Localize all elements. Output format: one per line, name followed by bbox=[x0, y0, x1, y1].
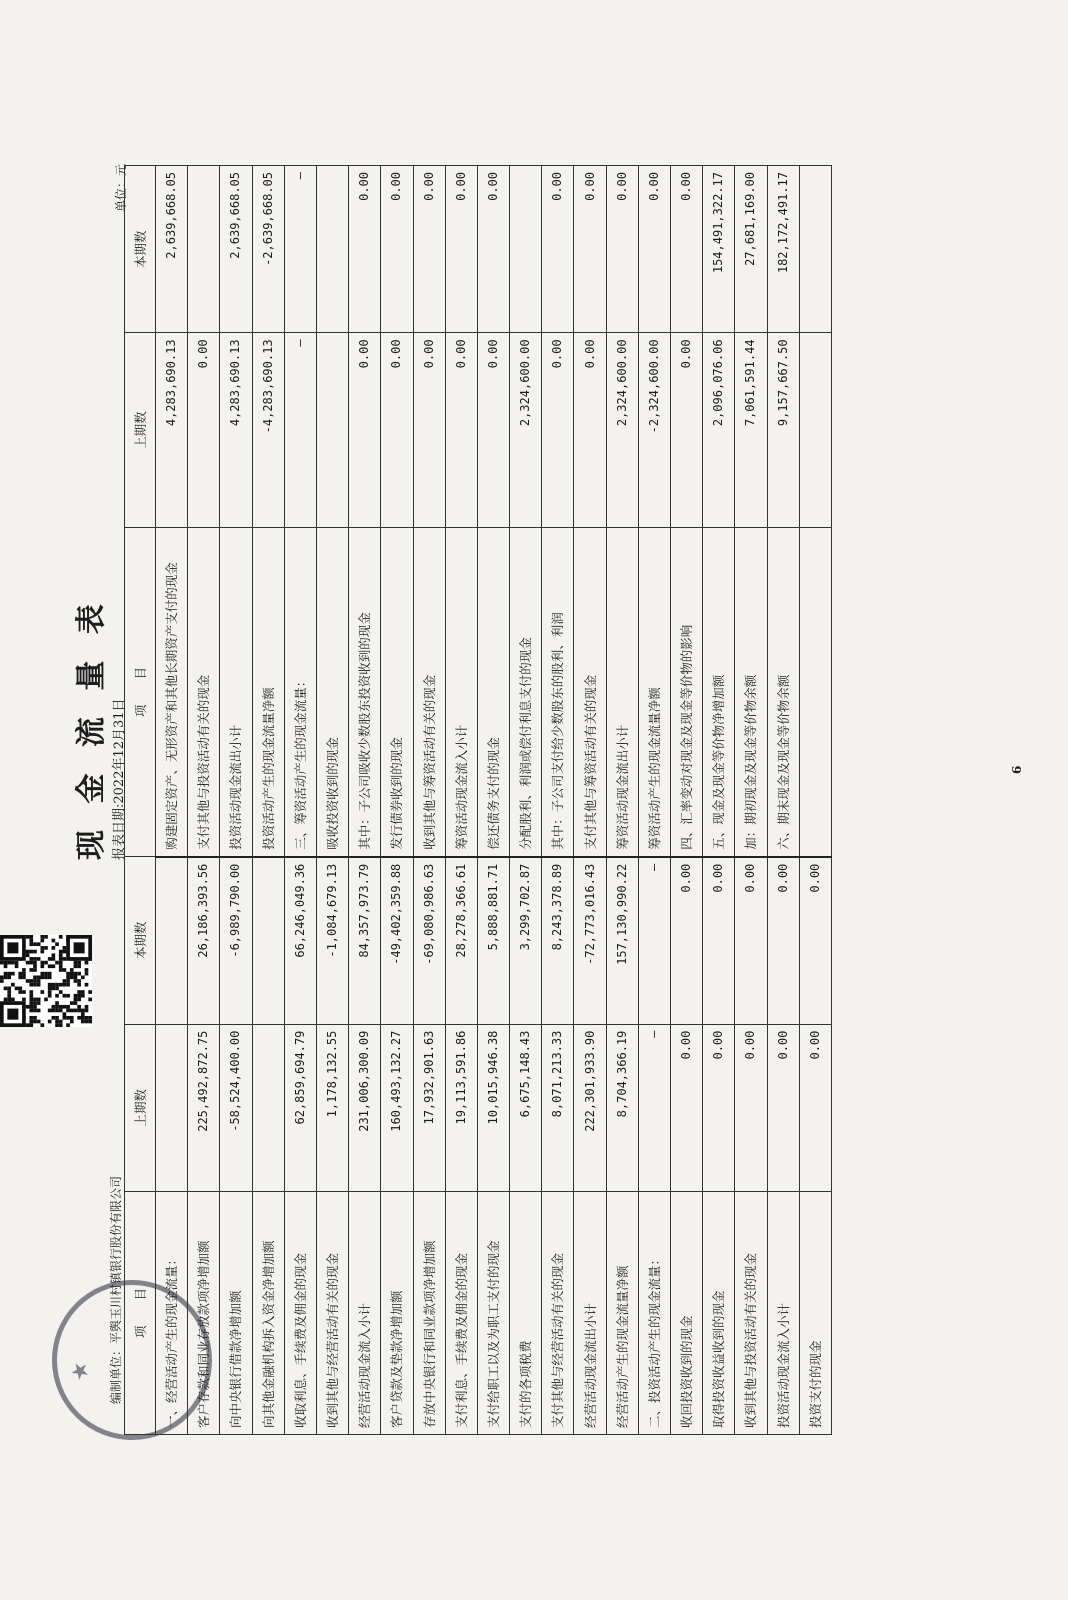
col-header-item-right: 项 目 bbox=[125, 527, 156, 856]
row-item-left: 经营活动现金流入小计 bbox=[349, 1192, 381, 1435]
table-row bbox=[316, 166, 348, 1435]
table-row bbox=[252, 166, 284, 1435]
row-prev-right: -4,283,690.13 bbox=[252, 333, 284, 527]
table-row bbox=[413, 166, 445, 1435]
row-curr-right: 0.00 bbox=[477, 166, 509, 333]
row-prev-left: 0.00 bbox=[703, 1024, 735, 1191]
row-item-right bbox=[799, 527, 831, 856]
table-row bbox=[156, 166, 188, 1435]
row-prev-left: 0.00 bbox=[735, 1024, 767, 1191]
row-item-right: 五、现金及现金等价物净增加额 bbox=[703, 527, 735, 856]
row-item-right: 筹资活动现金流入小计 bbox=[445, 527, 477, 856]
row-prev-right bbox=[316, 333, 348, 527]
row-curr-left: -69,080,986.63 bbox=[413, 857, 445, 1024]
row-curr-right bbox=[188, 166, 220, 333]
row-curr-left: 66,246,049.36 bbox=[284, 857, 316, 1024]
row-curr-left: 3,299,702.87 bbox=[510, 857, 542, 1024]
company-name: 编制单位：平舆玉川村镇银行股份有限公司 bbox=[109, 1175, 123, 1404]
row-curr-right: 0.00 bbox=[638, 166, 670, 333]
row-curr-left: 84,357,973.79 bbox=[349, 857, 381, 1024]
row-item-left: 收回投资收到的现金 bbox=[671, 1192, 703, 1435]
row-prev-right: 4,283,690.13 bbox=[220, 333, 252, 527]
row-curr-right: 182,172,491.17 bbox=[767, 166, 799, 333]
row-item-left: 存放中央银行和同业款项净增加额 bbox=[413, 1192, 445, 1435]
row-item-right: 吸收投资收到的现金 bbox=[316, 527, 348, 856]
row-curr-right: — bbox=[284, 166, 316, 333]
table-row bbox=[445, 166, 477, 1435]
row-item-left: 收到其他与投资活动有关的现金 bbox=[735, 1192, 767, 1435]
row-item-left: 二、投资活动产生的现金流量： bbox=[638, 1192, 670, 1435]
row-item-left: 一、经营活动产生的现金流量： bbox=[156, 1192, 188, 1435]
table-row bbox=[703, 166, 735, 1435]
table-row bbox=[767, 166, 799, 1435]
row-item-left: 取得投资收益收到的现金 bbox=[703, 1192, 735, 1435]
row-curr-right: 0.00 bbox=[381, 166, 413, 333]
table-row bbox=[349, 166, 381, 1435]
row-prev-left: 17,932,901.63 bbox=[413, 1024, 445, 1191]
row-curr-left: 0.00 bbox=[735, 857, 767, 1024]
row-curr-right: 2,639,668.05 bbox=[156, 166, 188, 333]
row-prev-right: -2,324,600.00 bbox=[638, 333, 670, 527]
table-row bbox=[574, 166, 606, 1435]
row-curr-left: 0.00 bbox=[671, 857, 703, 1024]
row-prev-left: 0.00 bbox=[767, 1024, 799, 1191]
qr-code bbox=[0, 935, 92, 1027]
row-item-left: 收到其他与经营活动有关的现金 bbox=[316, 1192, 348, 1435]
row-item-left: 客户贷款及垫款净增加额 bbox=[381, 1192, 413, 1435]
table-row bbox=[188, 166, 220, 1435]
row-curr-left: -72,773,016.43 bbox=[574, 857, 606, 1024]
row-prev-right: 2,096,076.06 bbox=[703, 333, 735, 527]
row-prev-right bbox=[799, 333, 831, 527]
row-prev-right: 0.00 bbox=[381, 333, 413, 527]
report-date: 报表日期:2022年12月31日 bbox=[112, 698, 127, 860]
table-row bbox=[606, 166, 638, 1435]
row-prev-left: 0.00 bbox=[799, 1024, 831, 1191]
table-header-row bbox=[125, 166, 156, 1435]
page-number: 6 bbox=[1010, 765, 1024, 774]
row-item-right: 筹资活动产生的现金流量净额 bbox=[638, 527, 670, 856]
row-item-right: 支付其他与投资活动有关的现金 bbox=[188, 527, 220, 856]
table-row bbox=[381, 166, 413, 1435]
row-prev-left bbox=[156, 1024, 188, 1191]
row-item-left: 客户存款和同业存放款项净增加额 bbox=[188, 1192, 220, 1435]
table-row bbox=[220, 166, 252, 1435]
row-curr-left: 0.00 bbox=[799, 857, 831, 1024]
row-curr-right: 0.00 bbox=[606, 166, 638, 333]
col-header-curr: 本期数 bbox=[125, 857, 156, 1024]
row-prev-left: 8,071,213.33 bbox=[542, 1024, 574, 1191]
row-prev-left: 6,675,148.43 bbox=[510, 1024, 542, 1191]
row-curr-right: 2,639,668.05 bbox=[220, 166, 252, 333]
row-prev-left bbox=[252, 1024, 284, 1191]
row-prev-left: 10,015,946.38 bbox=[477, 1024, 509, 1191]
row-curr-left: 157,130,990.22 bbox=[606, 857, 638, 1024]
row-curr-left: 26,186,393.56 bbox=[188, 857, 220, 1024]
row-curr-right: 0.00 bbox=[445, 166, 477, 333]
row-prev-right: — bbox=[284, 333, 316, 527]
row-prev-right: 2,324,600.00 bbox=[510, 333, 542, 527]
row-item-left: 向其他金融机构拆入资金净增加额 bbox=[252, 1192, 284, 1435]
row-item-left: 支付其他与经营活动有关的现金 bbox=[542, 1192, 574, 1435]
row-item-right: 发行债券收到的现金 bbox=[381, 527, 413, 856]
row-item-left: 投资活动现金流入小计 bbox=[767, 1192, 799, 1435]
row-prev-left: -58,524,400.00 bbox=[220, 1024, 252, 1191]
row-prev-left: 225,492,872.75 bbox=[188, 1024, 220, 1191]
col-header-prev: 上期数 bbox=[125, 1024, 156, 1191]
col-header-item: 项 目 bbox=[125, 1192, 156, 1435]
row-item-right: 筹资活动现金流出小计 bbox=[606, 527, 638, 856]
table-row bbox=[510, 166, 542, 1435]
page-title: 现 金 流 量 表 bbox=[74, 596, 109, 860]
table-row bbox=[284, 166, 316, 1435]
table-row bbox=[799, 166, 831, 1435]
row-curr-left: -1,084,679.13 bbox=[316, 857, 348, 1024]
table-row bbox=[671, 166, 703, 1435]
table-row bbox=[638, 166, 670, 1435]
row-prev-left: 19,113,591.86 bbox=[445, 1024, 477, 1191]
row-item-right: 投资活动现金流出小计 bbox=[220, 527, 252, 856]
row-curr-right: 0.00 bbox=[574, 166, 606, 333]
row-curr-left: 0.00 bbox=[703, 857, 735, 1024]
row-prev-right: 2,324,600.00 bbox=[606, 333, 638, 527]
row-prev-right: 0.00 bbox=[671, 333, 703, 527]
row-curr-right bbox=[799, 166, 831, 333]
row-prev-right: 0.00 bbox=[477, 333, 509, 527]
row-prev-left: 231,006,300.09 bbox=[349, 1024, 381, 1191]
row-prev-right: 0.00 bbox=[574, 333, 606, 527]
row-prev-left: 1,178,132.55 bbox=[316, 1024, 348, 1191]
row-prev-left: 160,493,132.27 bbox=[381, 1024, 413, 1191]
table-row bbox=[542, 166, 574, 1435]
row-curr-left: 5,888,881.71 bbox=[477, 857, 509, 1024]
table-row bbox=[477, 166, 509, 1435]
row-curr-left: — bbox=[638, 857, 670, 1024]
row-curr-left: -49,402,359.88 bbox=[381, 857, 413, 1024]
row-item-left: 经营活动产生的现金流量净额 bbox=[606, 1192, 638, 1435]
row-item-right: 其中：子公司吸收少数股东投资收到的现金 bbox=[349, 527, 381, 856]
row-prev-left: 222,301,933.90 bbox=[574, 1024, 606, 1191]
row-prev-right: 0.00 bbox=[188, 333, 220, 527]
row-curr-left: -6,989,790.00 bbox=[220, 857, 252, 1024]
row-curr-right: 0.00 bbox=[349, 166, 381, 333]
row-prev-right: 9,157,667.50 bbox=[767, 333, 799, 527]
row-curr-left: 28,278,366.61 bbox=[445, 857, 477, 1024]
row-curr-right bbox=[510, 166, 542, 333]
row-curr-right: 0.00 bbox=[671, 166, 703, 333]
row-item-right: 六、期末现金及现金等价物余额 bbox=[767, 527, 799, 856]
row-curr-right: 0.00 bbox=[542, 166, 574, 333]
row-item-right: 购建固定资产、无形资产和其他长期资产支付的现金 bbox=[156, 527, 188, 856]
row-prev-right: 7,061,591.44 bbox=[735, 333, 767, 527]
row-item-right: 三、筹资活动产生的现金流量： bbox=[284, 527, 316, 856]
row-curr-right bbox=[316, 166, 348, 333]
row-curr-right: -2,639,668.05 bbox=[252, 166, 284, 333]
table-row bbox=[735, 166, 767, 1435]
row-item-left: 向中央银行借款净增加额 bbox=[220, 1192, 252, 1435]
row-curr-right: 0.00 bbox=[413, 166, 445, 333]
row-item-left: 经营活动现金流出小计 bbox=[574, 1192, 606, 1435]
row-item-left: 支付的各项税费 bbox=[510, 1192, 542, 1435]
currency-unit: 单位：元 bbox=[114, 163, 128, 212]
row-curr-left bbox=[156, 857, 188, 1024]
row-item-right: 分配股利、利润或偿付利息支付的现金 bbox=[510, 527, 542, 856]
row-item-right: 偿还债务支付的现金 bbox=[477, 527, 509, 856]
row-item-left: 收取利息、手续费及佣金的现金 bbox=[284, 1192, 316, 1435]
row-item-right: 投资活动产生的现金流量净额 bbox=[252, 527, 284, 856]
row-prev-left: 8,704,366.19 bbox=[606, 1024, 638, 1191]
row-prev-right: 0.00 bbox=[413, 333, 445, 527]
row-prev-left: 62,859,694.79 bbox=[284, 1024, 316, 1191]
row-prev-right: 0.00 bbox=[445, 333, 477, 527]
row-curr-left: 8,243,378.89 bbox=[542, 857, 574, 1024]
row-prev-left: — bbox=[638, 1024, 670, 1191]
row-curr-right: 27,681,169.00 bbox=[735, 166, 767, 333]
row-curr-right: 154,491,322.17 bbox=[703, 166, 735, 333]
row-prev-right: 0.00 bbox=[542, 333, 574, 527]
row-prev-right: 4,283,690.13 bbox=[156, 333, 188, 527]
row-item-right: 收到其他与筹资活动有关的现金 bbox=[413, 527, 445, 856]
row-item-right: 四、汇率变动对现金及现金等价物的影响 bbox=[671, 527, 703, 856]
cash-flow-table bbox=[124, 165, 832, 1435]
row-item-left: 支付给职工以及为职工支付的现金 bbox=[477, 1192, 509, 1435]
row-item-left: 支付利息、手续费及佣金的现金 bbox=[445, 1192, 477, 1435]
row-prev-right: 0.00 bbox=[349, 333, 381, 527]
row-item-right: 支付其他与筹资活动有关的现金 bbox=[574, 527, 606, 856]
row-curr-left: 0.00 bbox=[767, 857, 799, 1024]
row-item-left: 投资支付的现金 bbox=[799, 1192, 831, 1435]
col-header-prev-right: 上期数 bbox=[125, 333, 156, 527]
row-prev-left: 0.00 bbox=[671, 1024, 703, 1191]
seal-text: ★ bbox=[66, 1358, 95, 1384]
col-header-curr-right: 本期数 bbox=[125, 166, 156, 333]
row-item-right: 加：期初现金及现金等价物余额 bbox=[735, 527, 767, 856]
row-curr-left bbox=[252, 857, 284, 1024]
row-item-right: 其中：子公司支付给少数股东的股利、利润 bbox=[542, 527, 574, 856]
